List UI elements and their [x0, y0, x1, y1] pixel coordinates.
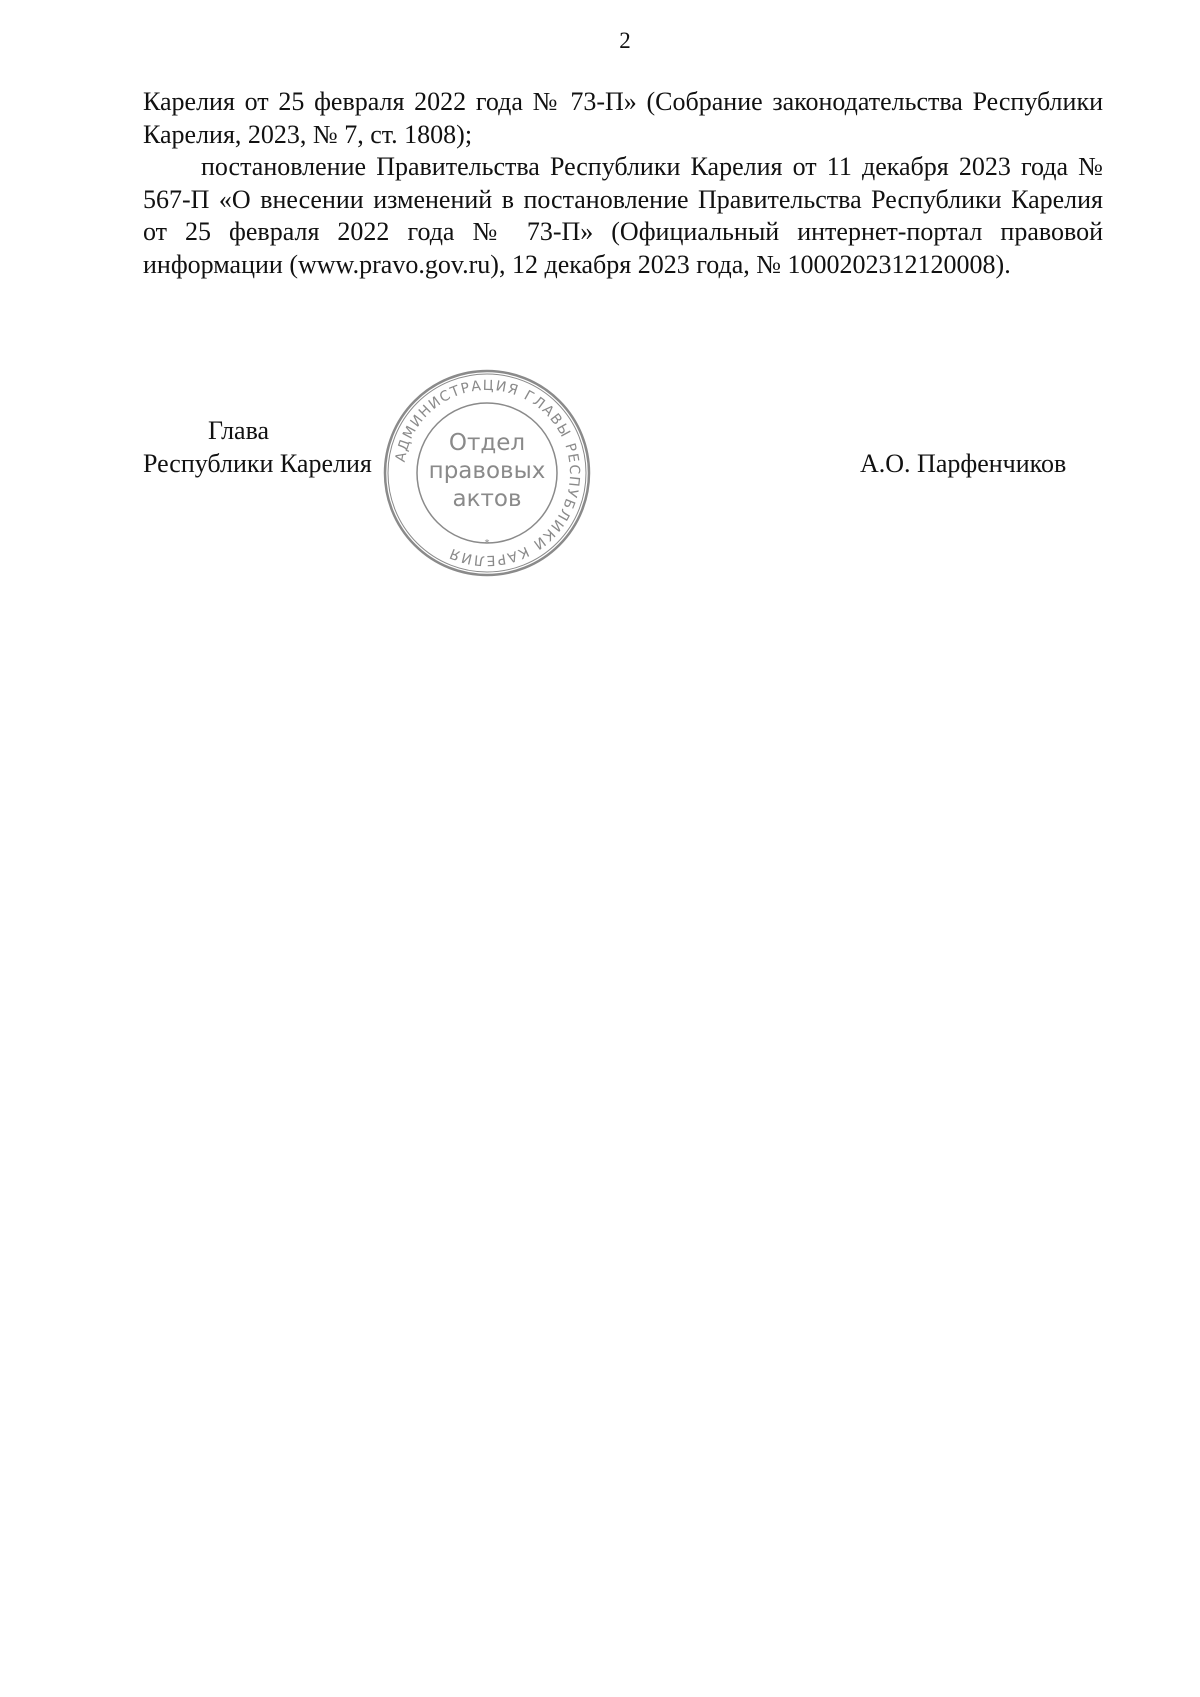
- paragraph-continued: Карелия от 25 февраля 2022 года № 73-П» (Собрание законодательства Республики Карелия, 2023, № 7, ст. 1808);: [143, 87, 1103, 149]
- signatory-name: А.О. Парфенчиков: [860, 449, 1067, 478]
- stamp-center-line2: правовых: [428, 458, 546, 484]
- paragraph-resolution: постановление Правительства Республики Карелия от 11 декабря 2023 года № 567-П «О внесении изменений в постановление Правительства Республики Карелия от 25 февраля 2022 года № 73-П» (Официальный интернет-портал правовой информации (www.pravo.gov.ru), 12 декабря 2023 года, № 1000202312120008).: [143, 152, 1103, 279]
- signatory-title-line1: Глава: [208, 416, 270, 445]
- stamp-ring-text: АДМИНИСТРАЦИЯ ГЛАВЫ РЕСПУБЛИКИ КАРЕЛИЯ: [392, 377, 583, 569]
- signatory-title-line2: Республики Карелия: [143, 449, 372, 478]
- official-stamp: [382, 368, 592, 578]
- page-number: 2: [619, 28, 631, 53]
- document-body: [143, 86, 1103, 281]
- svg-text:*: *: [484, 538, 490, 549]
- stamp-center-line1: Отдел: [448, 430, 526, 456]
- stamp-center-line3: актов: [452, 486, 522, 512]
